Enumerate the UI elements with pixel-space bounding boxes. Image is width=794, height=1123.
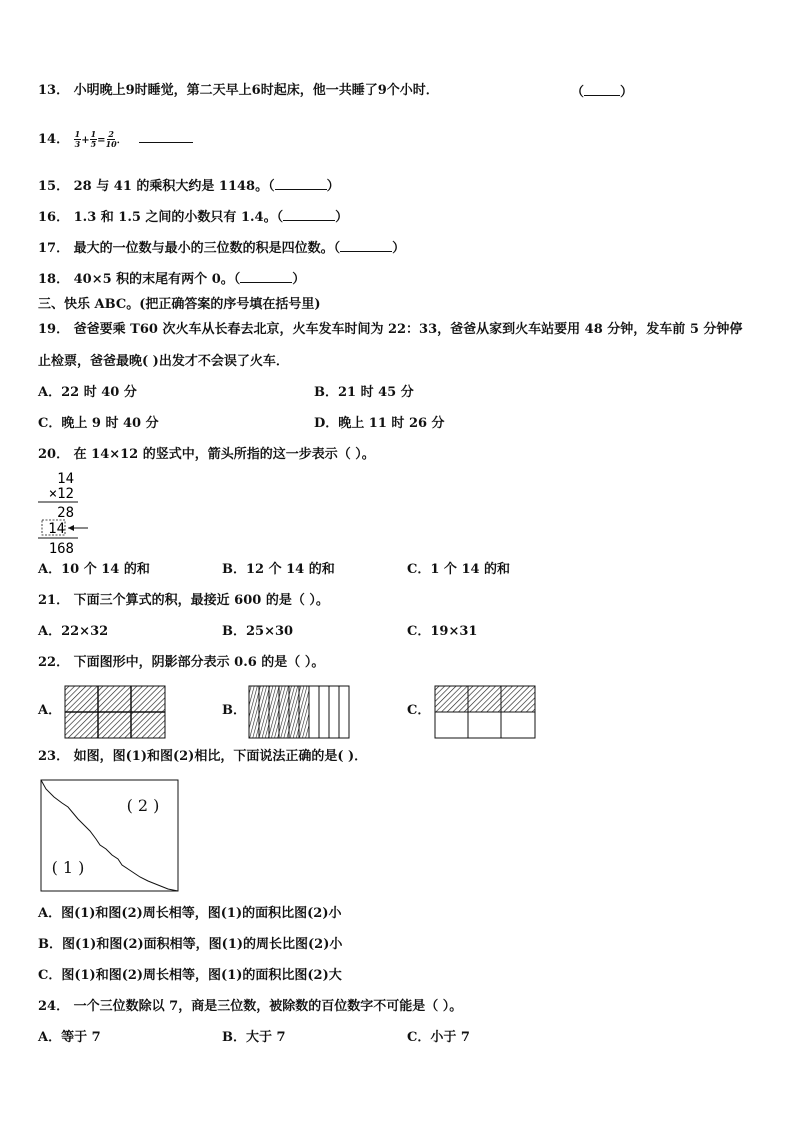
question-17: 17． 最大的一位数与最小的三位数的积是四位数。（ ）: [38, 241, 406, 256]
question-23: [38, 749, 367, 765]
question-text: 下面图形中，阴影部分表示 0.6 的是（ ）。: [73, 655, 325, 670]
question-24: [38, 999, 462, 1015]
question-text: 如图，图(1)和图(2)相比，下面说法正确的是( )．: [73, 749, 368, 764]
figure-23-rectangle: [40, 779, 180, 893]
option-b[interactable]: B．21 时 45 分: [314, 385, 414, 400]
question-number: 21．: [38, 593, 70, 608]
question-14: 14． $\frac{1}{3}$ + $\frac{1}{5}$ = $\frac{2}{10}$ ．: [38, 130, 193, 149]
option-b[interactable]: B．25×30: [222, 624, 294, 639]
question-number: 14．: [38, 132, 70, 147]
question-text: 一个三位数除以 7，商是三位数，被除数的百位数字不可能是（ ）。: [73, 999, 463, 1014]
question-text: 下面三个算式的积，最接近 600 的是（ ）。: [73, 593, 329, 608]
answer-paren-13[interactable]: （ ）: [571, 85, 634, 100]
option-c[interactable]: C．19×31: [407, 624, 478, 639]
question-13: [38, 83, 439, 99]
option-b[interactable]: B．图(1)和图(2)面积相等，图(1)的周长比图(2)小: [38, 937, 343, 952]
question-text: 在 14×12 的竖式中，箭头所指的这一步表示（ ）。: [73, 447, 375, 462]
question-19-line2: 止检票，爸爸最晚( )出发才不会误了火车．: [38, 354, 289, 369]
question-20: [38, 447, 375, 463]
option-c[interactable]: C．1 个 14 的和: [407, 562, 511, 577]
figure-c-grid[interactable]: [434, 685, 536, 739]
answer-blank[interactable]: [283, 208, 335, 221]
option-a[interactable]: A．22×32: [38, 624, 109, 639]
partial-product-2: 14: [48, 521, 65, 537]
question-number: 15．: [38, 179, 70, 194]
option-a[interactable]: A．等于 7: [38, 1030, 101, 1045]
question-text: 28 与 41 的乘积大约是 1148。（: [73, 179, 275, 194]
answer-blank[interactable]: [340, 239, 392, 252]
question-number: 23．: [38, 749, 70, 764]
fraction: $\frac{1}{3}$: [74, 129, 81, 149]
arrow-head-icon: [68, 525, 74, 531]
option-c[interactable]: C．: [407, 703, 431, 718]
question-18: 18． 40×5 积的末尾有两个 0。（ ）: [38, 272, 306, 287]
section-heading: 三、快乐 ABC。(把正确答案的序号填在括号里): [38, 297, 321, 312]
answer-blank[interactable]: [139, 130, 193, 143]
question-19: [38, 322, 742, 338]
question-number: 20．: [38, 447, 70, 462]
question-text: 最大的一位数与最小的三位数的积是四位数。（: [73, 241, 341, 256]
multiplicand: 14: [57, 471, 74, 487]
answer-blank[interactable]: [275, 177, 327, 190]
fraction: $\frac{2}{10}$: [105, 129, 117, 149]
question-number: 17．: [38, 241, 70, 256]
option-a[interactable]: A．10 个 14 的和: [38, 562, 150, 577]
answer-blank[interactable]: [584, 83, 620, 96]
figure-label-2: ( 2 ): [126, 796, 160, 815]
figure-b-strips[interactable]: [248, 685, 350, 739]
option-a[interactable]: A．: [38, 703, 62, 718]
question-number: 18．: [38, 272, 70, 287]
question-number: 22．: [38, 655, 70, 670]
question-15: 15． 28 与 41 的乘积大约是 1148。（ ）: [38, 179, 340, 194]
fraction: $\frac{1}{5}$: [90, 129, 97, 149]
answer-blank[interactable]: [240, 270, 292, 283]
question-text: 1.3 和 1.5 之间的小数只有 1.4。（: [73, 210, 284, 225]
question-text: 小明晚上9时睡觉，第二天早上6时起床，他一共睡了9个小时．: [73, 83, 439, 98]
multiplier: ×12: [48, 486, 74, 502]
question-number: 16．: [38, 210, 70, 225]
question-22: [38, 655, 324, 671]
option-a[interactable]: A．22 时 40 分: [38, 385, 137, 400]
partial-product-1: 28: [57, 505, 74, 521]
option-c[interactable]: C．图(1)和图(2)周长相等，图(1)的面积比图(2)大: [38, 968, 342, 983]
question-number: 24．: [38, 999, 70, 1014]
figure-label-1: ( 1 ): [51, 858, 85, 877]
question-text: 爸爸要乘 T60 次火车从长春去北京，火车发车时间为 22：33，爸爸从家到火车站要用 48 分钟，发车前 5 分钟停: [73, 322, 743, 337]
question-21: [38, 593, 329, 609]
vertical-multiplication-figure: [34, 468, 104, 556]
question-16: 16． 1.3 和 1.5 之间的小数只有 1.4。（ ）: [38, 210, 349, 225]
product: 168: [48, 541, 74, 557]
option-b[interactable]: B．12 个 14 的和: [222, 562, 335, 577]
option-b[interactable]: B．大于 7: [222, 1030, 286, 1045]
option-c[interactable]: C．晚上 9 时 40 分: [38, 416, 159, 431]
question-text: 40×5 积的末尾有两个 0。（: [73, 272, 241, 287]
option-d[interactable]: D．晚上 11 时 26 分: [314, 416, 445, 431]
question-number: 13．: [38, 83, 70, 98]
figure-a-grid[interactable]: [64, 685, 166, 739]
option-b[interactable]: B．: [222, 703, 246, 718]
option-a[interactable]: A．图(1)和图(2)周长相等，图(1)的面积比图(2)小: [38, 906, 342, 921]
option-c[interactable]: C．小于 7: [407, 1030, 470, 1045]
question-number: 19．: [38, 322, 70, 337]
